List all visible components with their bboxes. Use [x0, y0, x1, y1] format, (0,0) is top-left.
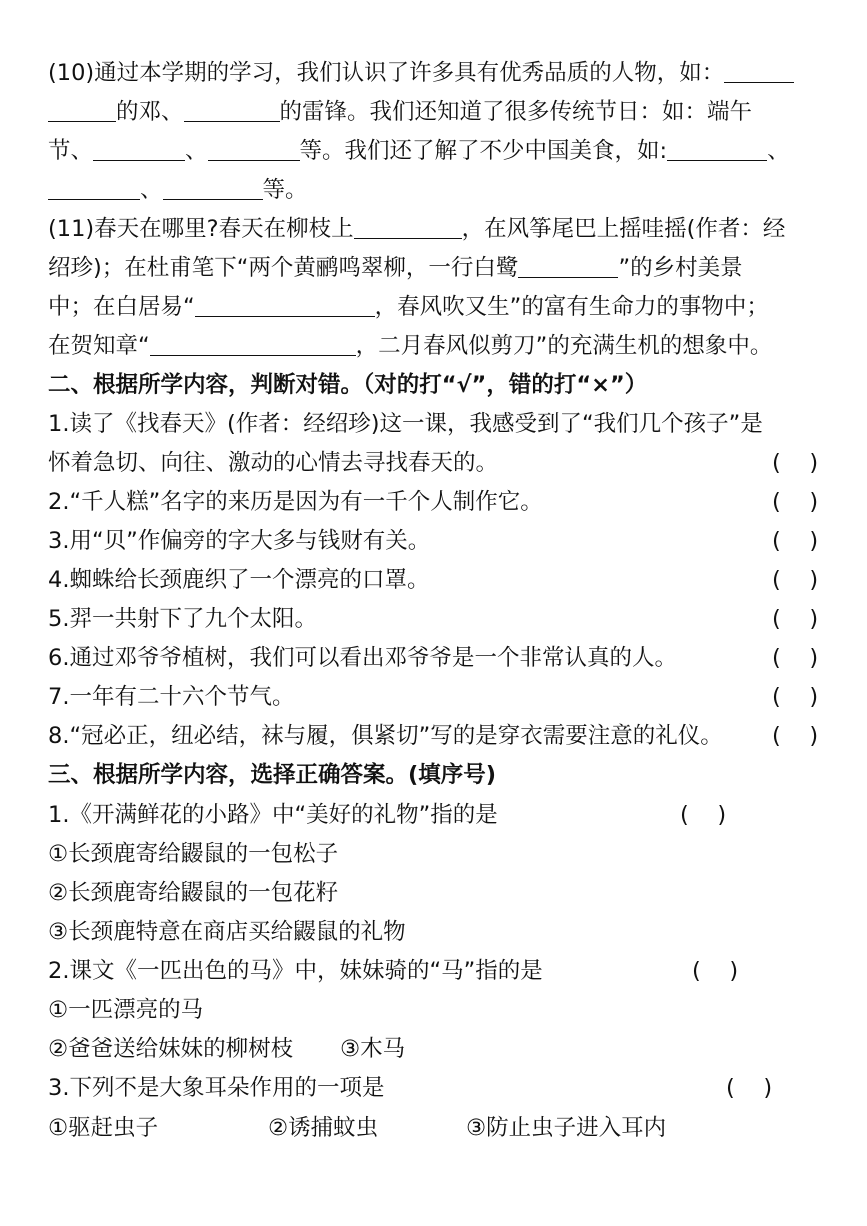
q10-text: 的邓、: [116, 99, 184, 125]
judge-item-7: 7.一年有二十六个节气。: [48, 684, 295, 710]
answer-blank[interactable]: [150, 333, 356, 356]
choice-q2-option-3: ③木马: [340, 1036, 406, 1062]
answer-parentheses[interactable]: ( ): [772, 450, 819, 476]
answer-parentheses[interactable]: ( ): [680, 802, 727, 828]
q10-text: 、: [767, 138, 790, 164]
answer-blank[interactable]: [48, 99, 116, 122]
q11-text: ，春风吹又生”的富有生命力的事物中；: [374, 294, 769, 320]
answer-blank[interactable]: [518, 255, 618, 278]
answer-blank[interactable]: [208, 138, 300, 161]
q10-text: 、: [140, 177, 163, 203]
q10-text: (10)通过本学期的学习，我们认识了许多具有优秀品质的人物，如：: [48, 60, 725, 86]
answer-parentheses[interactable]: ( ): [772, 528, 819, 554]
q10-line-1: [48, 58, 827, 88]
answer-blank[interactable]: [163, 177, 263, 200]
q10-text: 等。我们还了解了不少中国美食，如:: [299, 138, 668, 164]
judge-item-4: 4.蜘蛛给长颈鹿织了一个漂亮的口罩。: [48, 567, 430, 593]
choice-q3-option-1: ①驱赶虫子: [48, 1115, 159, 1141]
answer-parentheses[interactable]: ( ): [772, 567, 819, 593]
q11-text: ”的乡村美景: [618, 255, 743, 281]
judge-item-8: 8.“冠必正，纽必结，袜与履，俱紧切”写的是穿衣需要注意的礼仪。: [48, 723, 723, 749]
choice-q3-option-3: ③防止虫子进入耳内: [466, 1115, 667, 1141]
choice-q3-option-2: ②诱捕蚊虫: [268, 1115, 379, 1141]
q11-text: (11)春天在哪里?春天在柳枝上: [48, 216, 354, 242]
judge-item-2: 2.“千人糕”名字的来历是因为有一千个人制作它。: [48, 489, 543, 515]
answer-parentheses[interactable]: ( ): [692, 958, 739, 984]
q10-line-4: [48, 175, 827, 205]
q10-text: 、: [185, 138, 208, 164]
judge-item-5: 5.羿一共射下了九个太阳。: [48, 606, 317, 632]
answer-blank[interactable]: [667, 138, 767, 161]
judge-item-1-cont: 怀着急切、向往、激动的心情去寻找春天的。: [48, 450, 499, 476]
q10-text: 节、: [48, 138, 94, 164]
choice-q1-option-2: ②长颈鹿寄给鼹鼠的一包花籽: [48, 880, 339, 906]
q11-line-2: [48, 253, 827, 283]
answer-parentheses[interactable]: ( ): [772, 489, 819, 515]
q11-line-1: [48, 214, 827, 244]
choice-q1-option-3: ③长颈鹿特意在商店买给鼹鼠的礼物: [48, 919, 406, 945]
answer-parentheses[interactable]: ( ): [772, 645, 819, 671]
choice-q2-option-1: ①一匹漂亮的马: [48, 997, 204, 1023]
choice-q2-stem: 2.课文《一匹出色的马》中，妹妹骑的“马”指的是: [48, 958, 543, 984]
q11-text: 在贺知章“: [48, 333, 150, 359]
choice-q2-options-row: [48, 1034, 827, 1064]
q10-line-2: [48, 97, 827, 127]
judge-item-6: 6.通过邓爷爷植树，我们可以看出邓爷爷是一个非常认真的人。: [48, 645, 677, 671]
choice-q3-stem: 3.下列不是大象耳朵作用的一项是: [48, 1075, 385, 1101]
judge-item-3: 3.用“贝”作偏旁的字大多与钱财有关。: [48, 528, 431, 554]
judge-item-1: 1.读了《找春天》(作者：经绍珍)这一课，我感受到了“我们几个孩子”是: [48, 411, 763, 437]
answer-blank[interactable]: [93, 138, 185, 161]
answer-parentheses[interactable]: ( ): [772, 606, 819, 632]
choice-q3-options-row: [48, 1113, 827, 1143]
section3-heading: 三、根据所学内容，选择正确答案。(填序号): [48, 762, 497, 788]
q11-text: 绍珍)；在杜甫笔下“两个黄鹂鸣翠柳，一行白鹭: [48, 255, 519, 281]
answer-blank[interactable]: [724, 60, 794, 83]
answer-blank[interactable]: [195, 294, 375, 317]
choice-q1-option-1: ①长颈鹿寄给鼹鼠的一包松子: [48, 841, 339, 867]
q10-line-3: [48, 136, 827, 166]
q10-text: 等。: [262, 177, 308, 203]
answer-parentheses[interactable]: ( ): [772, 723, 819, 749]
choice-q1-stem: 1.《开满鲜花的小路》中“美好的礼物”指的是: [48, 802, 498, 828]
q11-text: 中；在白居易“: [48, 294, 195, 320]
q11-line-3: [48, 292, 827, 322]
answer-parentheses[interactable]: ( ): [772, 684, 819, 710]
answer-blank[interactable]: [48, 177, 140, 200]
q10-text: 的雷锋。我们还知道了很多传统节日：如：端午: [279, 99, 753, 125]
answer-blank[interactable]: [184, 99, 280, 122]
answer-blank[interactable]: [354, 216, 462, 239]
q11-text: ，在风筝尾巴上摇哇摇(作者：经: [461, 216, 786, 242]
section2-heading: 二、根据所学内容，判断对错。（对的打“√”，错的打“×”）: [48, 372, 648, 398]
q11-text: ，二月春风似剪刀”的充满生机的想象中。: [355, 333, 773, 359]
choice-q2-option-2: ②爸爸送给妹妹的柳树枝: [48, 1036, 294, 1062]
q11-line-4: [48, 331, 827, 361]
answer-parentheses[interactable]: ( ): [726, 1075, 773, 1101]
